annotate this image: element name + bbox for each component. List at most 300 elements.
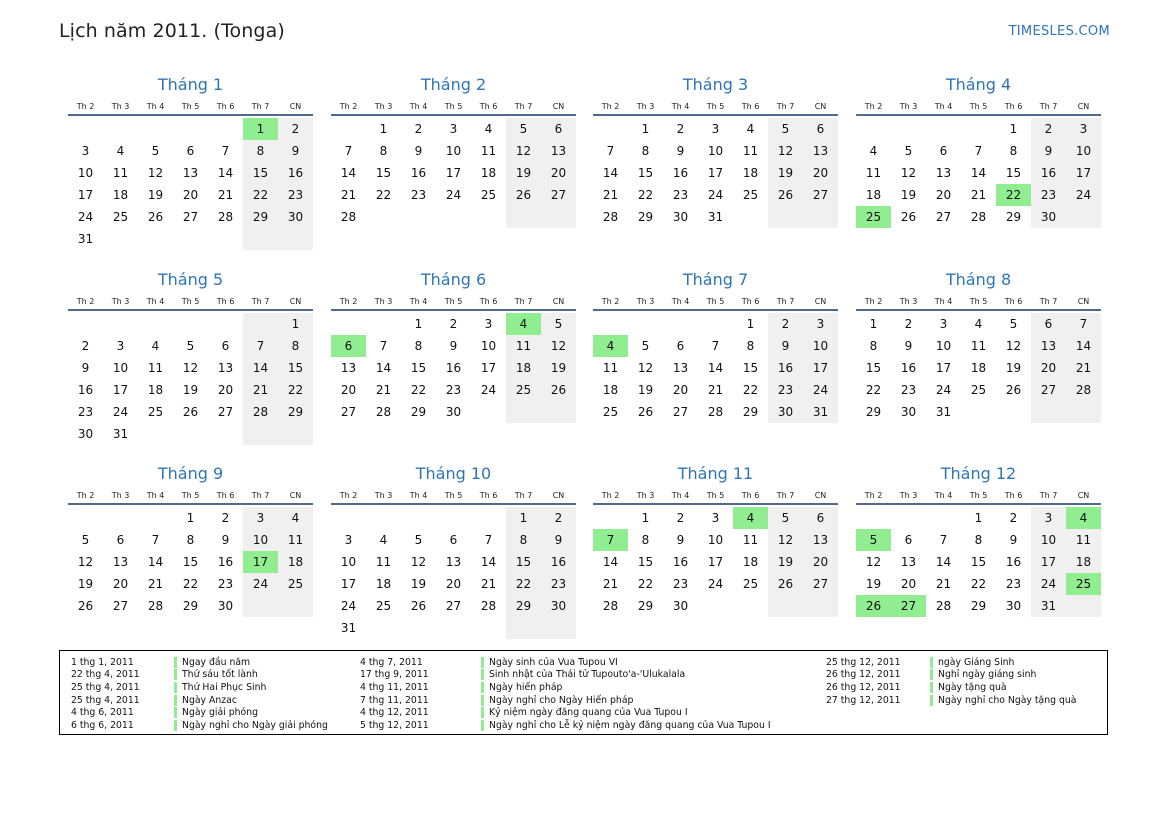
- day-cell[interactable]: 14: [243, 357, 278, 379]
- day-cell[interactable]: 1: [641, 122, 650, 136]
- day-cell[interactable]: 19: [410, 577, 427, 591]
- day-cell[interactable]: 20: [935, 188, 952, 202]
- day-cell[interactable]: 26: [768, 184, 803, 206]
- day-cell[interactable]: 15: [506, 551, 541, 573]
- day-cell[interactable]: 28: [480, 599, 497, 613]
- day-cell[interactable]: 24: [445, 188, 462, 202]
- day-cell[interactable]: 22: [278, 379, 313, 401]
- day-cell[interactable]: 19: [900, 188, 917, 202]
- day-cell[interactable]: 20: [340, 383, 357, 397]
- day-cell[interactable]: 31: [77, 232, 94, 246]
- day-cell[interactable]: 3: [803, 313, 838, 335]
- day-cell[interactable]: 13: [445, 555, 462, 569]
- day-cell[interactable]: 14: [970, 166, 987, 180]
- day-cell[interactable]: 7: [484, 533, 493, 547]
- day-cell[interactable]: 5: [151, 144, 160, 158]
- day-cell[interactable]: 12: [77, 555, 94, 569]
- day-cell[interactable]: 9: [449, 339, 458, 353]
- day-cell[interactable]: 20: [445, 577, 462, 591]
- day-cell[interactable]: 30: [1031, 206, 1066, 228]
- day-cell[interactable]: 17: [707, 555, 724, 569]
- day-cell[interactable]: 23: [768, 379, 803, 401]
- day-cell[interactable]: 20: [217, 383, 234, 397]
- day-cell[interactable]: 20: [900, 577, 917, 591]
- day-cell[interactable]: 4: [278, 507, 313, 529]
- day-cell[interactable]: 6: [1031, 313, 1066, 335]
- day-cell[interactable]: 7: [379, 339, 388, 353]
- day-cell[interactable]: 28: [602, 210, 619, 224]
- day-cell[interactable]: 25: [970, 383, 987, 397]
- day-cell[interactable]: 10: [1066, 140, 1101, 162]
- day-cell[interactable]: 9: [278, 140, 313, 162]
- day-cell[interactable]: 31: [935, 405, 952, 419]
- day-cell[interactable]: 11: [865, 166, 882, 180]
- day-cell[interactable]: 28: [375, 405, 392, 419]
- day-cell[interactable]: 4: [593, 335, 628, 357]
- day-cell[interactable]: 31: [112, 427, 129, 441]
- day-cell[interactable]: 27: [672, 405, 689, 419]
- day-cell[interactable]: 11: [742, 533, 759, 547]
- day-cell[interactable]: 9: [414, 144, 423, 158]
- day-cell[interactable]: 7: [974, 144, 983, 158]
- day-cell[interactable]: 16: [278, 162, 313, 184]
- day-cell[interactable]: 7: [939, 533, 948, 547]
- day-cell[interactable]: 18: [865, 188, 882, 202]
- day-cell[interactable]: 19: [506, 162, 541, 184]
- day-cell[interactable]: 23: [1005, 577, 1022, 591]
- day-cell[interactable]: 21: [217, 188, 234, 202]
- day-cell[interactable]: 10: [340, 555, 357, 569]
- day-cell[interactable]: 29: [637, 210, 654, 224]
- day-cell[interactable]: 4: [1066, 507, 1101, 529]
- day-cell[interactable]: 6: [449, 533, 458, 547]
- day-cell[interactable]: 12: [900, 166, 917, 180]
- day-cell[interactable]: 9: [221, 533, 230, 547]
- day-cell[interactable]: 8: [869, 339, 878, 353]
- day-cell[interactable]: 15: [970, 555, 987, 569]
- day-cell[interactable]: 12: [541, 335, 576, 357]
- day-cell[interactable]: 1: [869, 317, 878, 331]
- day-cell[interactable]: 10: [243, 529, 278, 551]
- day-cell[interactable]: 26: [77, 599, 94, 613]
- day-cell[interactable]: 27: [1031, 379, 1066, 401]
- day-cell[interactable]: 8: [641, 533, 650, 547]
- day-cell[interactable]: 1: [243, 118, 278, 140]
- day-cell[interactable]: 26: [1005, 383, 1022, 397]
- day-cell[interactable]: 6: [803, 118, 838, 140]
- day-cell[interactable]: 5: [641, 339, 650, 353]
- day-cell[interactable]: 17: [1031, 551, 1066, 573]
- day-cell[interactable]: 31: [803, 401, 838, 423]
- day-cell[interactable]: 25: [480, 188, 497, 202]
- day-cell[interactable]: 12: [410, 555, 427, 569]
- day-cell[interactable]: 23: [217, 577, 234, 591]
- day-cell[interactable]: 7: [711, 339, 720, 353]
- day-cell[interactable]: 14: [375, 361, 392, 375]
- day-cell[interactable]: 8: [186, 533, 195, 547]
- day-cell[interactable]: 7: [593, 529, 628, 551]
- day-cell[interactable]: 27: [217, 405, 234, 419]
- day-cell[interactable]: 14: [147, 555, 164, 569]
- day-cell[interactable]: 15: [637, 555, 654, 569]
- day-cell[interactable]: 30: [217, 599, 234, 613]
- day-cell[interactable]: 24: [707, 188, 724, 202]
- day-cell[interactable]: 1: [414, 317, 423, 331]
- day-cell[interactable]: 28: [340, 210, 357, 224]
- day-cell[interactable]: 6: [939, 144, 948, 158]
- day-cell[interactable]: 15: [742, 361, 759, 375]
- day-cell[interactable]: 16: [768, 357, 803, 379]
- day-cell[interactable]: 26: [900, 210, 917, 224]
- day-cell[interactable]: 8: [414, 339, 423, 353]
- day-cell[interactable]: 26: [506, 184, 541, 206]
- day-cell[interactable]: 9: [1009, 533, 1018, 547]
- day-cell[interactable]: 19: [865, 577, 882, 591]
- day-cell[interactable]: 5: [186, 339, 195, 353]
- day-cell[interactable]: 13: [112, 555, 129, 569]
- day-cell[interactable]: 21: [970, 188, 987, 202]
- day-cell[interactable]: 21: [147, 577, 164, 591]
- day-cell[interactable]: 13: [217, 361, 234, 375]
- day-cell[interactable]: 15: [637, 166, 654, 180]
- day-cell[interactable]: 4: [746, 122, 755, 136]
- day-cell[interactable]: 13: [803, 140, 838, 162]
- day-cell[interactable]: 17: [935, 361, 952, 375]
- day-cell[interactable]: 21: [1066, 357, 1101, 379]
- day-cell[interactable]: 1: [746, 317, 755, 331]
- day-cell[interactable]: 2: [1031, 118, 1066, 140]
- day-cell[interactable]: 7: [1066, 313, 1101, 335]
- day-cell[interactable]: 11: [375, 555, 392, 569]
- day-cell[interactable]: 17: [803, 357, 838, 379]
- day-cell[interactable]: 12: [768, 140, 803, 162]
- day-cell[interactable]: 22: [970, 577, 987, 591]
- day-cell[interactable]: 23: [672, 577, 689, 591]
- day-cell[interactable]: 8: [278, 335, 313, 357]
- day-cell[interactable]: 24: [243, 573, 278, 595]
- day-cell[interactable]: 29: [637, 599, 654, 613]
- day-cell[interactable]: 16: [217, 555, 234, 569]
- day-cell[interactable]: 19: [182, 383, 199, 397]
- day-cell[interactable]: 21: [707, 383, 724, 397]
- day-cell[interactable]: 4: [733, 507, 768, 529]
- day-cell[interactable]: 28: [602, 599, 619, 613]
- day-cell[interactable]: 12: [506, 140, 541, 162]
- day-cell[interactable]: 18: [602, 383, 619, 397]
- day-cell[interactable]: 28: [147, 599, 164, 613]
- day-cell[interactable]: 1: [1009, 122, 1018, 136]
- day-cell[interactable]: 6: [904, 533, 913, 547]
- day-cell[interactable]: 23: [1031, 184, 1066, 206]
- day-cell[interactable]: 18: [506, 357, 541, 379]
- day-cell[interactable]: 27: [803, 184, 838, 206]
- day-cell[interactable]: 30: [77, 427, 94, 441]
- day-cell[interactable]: 5: [81, 533, 90, 547]
- day-cell[interactable]: 16: [410, 166, 427, 180]
- day-cell[interactable]: 30: [445, 405, 462, 419]
- day-cell[interactable]: 2: [676, 122, 685, 136]
- day-cell[interactable]: 24: [935, 383, 952, 397]
- day-cell[interactable]: 18: [278, 551, 313, 573]
- day-cell[interactable]: 3: [1031, 507, 1066, 529]
- day-cell[interactable]: 22: [742, 383, 759, 397]
- day-cell[interactable]: 23: [900, 383, 917, 397]
- day-cell[interactable]: 20: [803, 551, 838, 573]
- day-cell[interactable]: 25: [147, 405, 164, 419]
- day-cell[interactable]: 7: [243, 335, 278, 357]
- day-cell[interactable]: 8: [641, 144, 650, 158]
- day-cell[interactable]: 16: [445, 361, 462, 375]
- day-cell[interactable]: 8: [506, 529, 541, 551]
- day-cell[interactable]: 12: [768, 529, 803, 551]
- day-cell[interactable]: 29: [1005, 210, 1022, 224]
- day-cell[interactable]: 8: [243, 140, 278, 162]
- day-cell[interactable]: 25: [856, 206, 891, 228]
- day-cell[interactable]: 11: [602, 361, 619, 375]
- day-cell[interactable]: 24: [1066, 184, 1101, 206]
- day-cell[interactable]: 11: [147, 361, 164, 375]
- day-cell[interactable]: 2: [1009, 511, 1018, 525]
- day-cell[interactable]: 29: [182, 599, 199, 613]
- day-cell[interactable]: 18: [1066, 551, 1101, 573]
- day-cell[interactable]: 11: [970, 339, 987, 353]
- day-cell[interactable]: 21: [340, 188, 357, 202]
- day-cell[interactable]: 24: [803, 379, 838, 401]
- day-cell[interactable]: 13: [541, 140, 576, 162]
- day-cell[interactable]: 24: [112, 405, 129, 419]
- day-cell[interactable]: 12: [865, 555, 882, 569]
- day-cell[interactable]: 26: [182, 405, 199, 419]
- day-cell[interactable]: 14: [602, 166, 619, 180]
- day-cell[interactable]: 15: [410, 361, 427, 375]
- day-cell[interactable]: 3: [116, 339, 125, 353]
- day-cell[interactable]: 17: [445, 166, 462, 180]
- day-cell[interactable]: 16: [1005, 555, 1022, 569]
- day-cell[interactable]: 24: [77, 210, 94, 224]
- day-cell[interactable]: 10: [1031, 529, 1066, 551]
- day-cell[interactable]: 16: [900, 361, 917, 375]
- day-cell[interactable]: 9: [541, 529, 576, 551]
- day-cell[interactable]: 9: [676, 533, 685, 547]
- day-cell[interactable]: 25: [112, 210, 129, 224]
- day-cell[interactable]: 11: [742, 144, 759, 158]
- day-cell[interactable]: 7: [221, 144, 230, 158]
- day-cell[interactable]: 5: [541, 313, 576, 335]
- day-cell[interactable]: 14: [707, 361, 724, 375]
- day-cell[interactable]: 2: [81, 339, 90, 353]
- day-cell[interactable]: 19: [768, 551, 803, 573]
- day-cell[interactable]: 28: [1066, 379, 1101, 401]
- day-cell[interactable]: 12: [182, 361, 199, 375]
- day-cell[interactable]: 30: [1005, 599, 1022, 613]
- day-cell[interactable]: 16: [1031, 162, 1066, 184]
- day-cell[interactable]: 15: [243, 162, 278, 184]
- day-cell[interactable]: 12: [147, 166, 164, 180]
- day-cell[interactable]: 17: [112, 383, 129, 397]
- day-cell[interactable]: 18: [742, 166, 759, 180]
- day-cell[interactable]: 5: [768, 118, 803, 140]
- day-cell[interactable]: 19: [637, 383, 654, 397]
- day-cell[interactable]: 2: [768, 313, 803, 335]
- day-cell[interactable]: 14: [480, 555, 497, 569]
- day-cell[interactable]: 27: [112, 599, 129, 613]
- day-cell[interactable]: 29: [742, 405, 759, 419]
- day-cell[interactable]: 6: [676, 339, 685, 353]
- day-cell[interactable]: 21: [602, 188, 619, 202]
- day-cell[interactable]: 24: [1031, 573, 1066, 595]
- day-cell[interactable]: 20: [112, 577, 129, 591]
- day-cell[interactable]: 19: [147, 188, 164, 202]
- day-cell[interactable]: 16: [541, 551, 576, 573]
- day-cell[interactable]: 22: [637, 577, 654, 591]
- day-cell[interactable]: 23: [541, 573, 576, 595]
- day-cell[interactable]: 8: [746, 339, 755, 353]
- day-cell[interactable]: 28: [707, 405, 724, 419]
- day-cell[interactable]: 1: [641, 511, 650, 525]
- day-cell[interactable]: 26: [541, 379, 576, 401]
- day-cell[interactable]: 28: [935, 599, 952, 613]
- day-cell[interactable]: 14: [602, 555, 619, 569]
- day-cell[interactable]: 15: [1005, 166, 1022, 180]
- day-cell[interactable]: 20: [803, 162, 838, 184]
- day-cell[interactable]: 13: [900, 555, 917, 569]
- day-cell[interactable]: 25: [278, 573, 313, 595]
- day-cell[interactable]: 30: [672, 599, 689, 613]
- day-cell[interactable]: 22: [637, 188, 654, 202]
- day-cell[interactable]: 9: [81, 361, 90, 375]
- day-cell[interactable]: 21: [243, 379, 278, 401]
- day-cell[interactable]: 22: [243, 184, 278, 206]
- day-cell[interactable]: 2: [414, 122, 423, 136]
- day-cell[interactable]: 29: [506, 595, 541, 617]
- day-cell[interactable]: 2: [541, 507, 576, 529]
- day-cell[interactable]: 23: [77, 405, 94, 419]
- day-cell[interactable]: 4: [379, 533, 388, 547]
- day-cell[interactable]: 18: [970, 361, 987, 375]
- day-cell[interactable]: 12: [1005, 339, 1022, 353]
- day-cell[interactable]: 10: [112, 361, 129, 375]
- day-cell[interactable]: 1: [379, 122, 388, 136]
- day-cell[interactable]: 13: [182, 166, 199, 180]
- day-cell[interactable]: 20: [541, 162, 576, 184]
- day-cell[interactable]: 21: [480, 577, 497, 591]
- day-cell[interactable]: 20: [672, 383, 689, 397]
- day-cell[interactable]: 25: [506, 379, 541, 401]
- day-cell[interactable]: 25: [742, 577, 759, 591]
- day-cell[interactable]: 19: [1005, 361, 1022, 375]
- day-cell[interactable]: 4: [151, 339, 160, 353]
- day-cell[interactable]: 4: [974, 317, 983, 331]
- day-cell[interactable]: 29: [865, 405, 882, 419]
- day-cell[interactable]: 11: [278, 529, 313, 551]
- day-cell[interactable]: 5: [768, 507, 803, 529]
- day-cell[interactable]: 15: [278, 357, 313, 379]
- day-cell[interactable]: 2: [904, 317, 913, 331]
- day-cell[interactable]: 10: [803, 335, 838, 357]
- day-cell[interactable]: 6: [116, 533, 125, 547]
- day-cell[interactable]: 26: [856, 595, 891, 617]
- day-cell[interactable]: 15: [182, 555, 199, 569]
- day-cell[interactable]: 3: [1066, 118, 1101, 140]
- day-cell[interactable]: 17: [340, 577, 357, 591]
- day-cell[interactable]: 27: [445, 599, 462, 613]
- day-cell[interactable]: 5: [506, 118, 541, 140]
- day-cell[interactable]: 11: [112, 166, 129, 180]
- day-cell[interactable]: 9: [768, 335, 803, 357]
- day-cell[interactable]: 27: [935, 210, 952, 224]
- day-cell[interactable]: 3: [243, 507, 278, 529]
- day-cell[interactable]: 23: [672, 188, 689, 202]
- day-cell[interactable]: 5: [1009, 317, 1018, 331]
- day-cell[interactable]: 6: [541, 118, 576, 140]
- day-cell[interactable]: 11: [506, 335, 541, 357]
- day-cell[interactable]: 21: [602, 577, 619, 591]
- day-cell[interactable]: 27: [340, 405, 357, 419]
- day-cell[interactable]: 13: [803, 529, 838, 551]
- day-cell[interactable]: 20: [1031, 357, 1066, 379]
- day-cell[interactable]: 7: [606, 144, 615, 158]
- day-cell[interactable]: 25: [742, 188, 759, 202]
- day-cell[interactable]: 17: [707, 166, 724, 180]
- day-cell[interactable]: 8: [1009, 144, 1018, 158]
- day-cell[interactable]: 9: [904, 339, 913, 353]
- day-cell[interactable]: 22: [506, 573, 541, 595]
- day-cell[interactable]: 22: [182, 577, 199, 591]
- day-cell[interactable]: 3: [484, 317, 493, 331]
- day-cell[interactable]: 19: [541, 357, 576, 379]
- day-cell[interactable]: 10: [77, 166, 94, 180]
- day-cell[interactable]: 29: [410, 405, 427, 419]
- day-cell[interactable]: 16: [672, 166, 689, 180]
- day-cell[interactable]: 10: [445, 144, 462, 158]
- day-cell[interactable]: 22: [996, 184, 1031, 206]
- day-cell[interactable]: 25: [602, 405, 619, 419]
- day-cell[interactable]: 6: [186, 144, 195, 158]
- day-cell[interactable]: 3: [939, 317, 948, 331]
- day-cell[interactable]: 16: [77, 383, 94, 397]
- day-cell[interactable]: 28: [970, 210, 987, 224]
- day-cell[interactable]: 17: [1066, 162, 1101, 184]
- day-cell[interactable]: 13: [340, 361, 357, 375]
- day-cell[interactable]: 31: [707, 210, 724, 224]
- day-cell[interactable]: 15: [865, 361, 882, 375]
- day-cell[interactable]: 3: [711, 122, 720, 136]
- day-cell[interactable]: 18: [480, 166, 497, 180]
- day-cell[interactable]: 22: [410, 383, 427, 397]
- day-cell[interactable]: 3: [81, 144, 90, 158]
- day-cell[interactable]: 10: [707, 533, 724, 547]
- day-cell[interactable]: 14: [340, 166, 357, 180]
- day-cell[interactable]: 21: [375, 383, 392, 397]
- day-cell[interactable]: 6: [331, 335, 366, 357]
- day-cell[interactable]: 3: [711, 511, 720, 525]
- day-cell[interactable]: 29: [278, 401, 313, 423]
- day-cell[interactable]: 10: [480, 339, 497, 353]
- day-cell[interactable]: 11: [480, 144, 497, 158]
- day-cell[interactable]: 3: [449, 122, 458, 136]
- day-cell[interactable]: 5: [856, 529, 891, 551]
- day-cell[interactable]: 18: [147, 383, 164, 397]
- day-cell[interactable]: 26: [147, 210, 164, 224]
- day-cell[interactable]: 7: [151, 533, 160, 547]
- day-cell[interactable]: 23: [410, 188, 427, 202]
- day-cell[interactable]: 10: [935, 339, 952, 353]
- day-cell[interactable]: 27: [891, 595, 926, 617]
- day-cell[interactable]: 30: [768, 401, 803, 423]
- day-cell[interactable]: 4: [484, 122, 493, 136]
- day-cell[interactable]: 4: [869, 144, 878, 158]
- day-cell[interactable]: 24: [707, 577, 724, 591]
